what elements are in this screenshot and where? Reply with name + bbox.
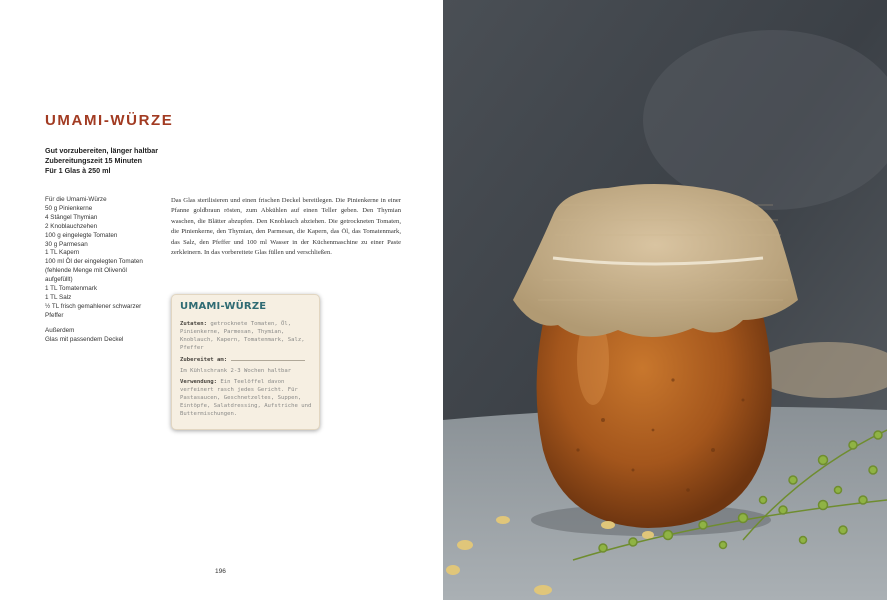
ingredient-item: 100 g eingelegte Tomaten [45,231,118,239]
ingredient-item: 30 g Parmesan [45,240,88,248]
recipe-instructions: Das Glas sterilisieren und einen frischen Deckel bereitlegen. Die Pinienkerne in einer Pfanne goldbraun rösten, zum Abkühlen auf einen Teller geben. Den Thymian waschen, die Blätter abzupfen. Den Knoblauch abziehen. Die getrockneten Tomaten, die Pinienkerne, den Thymian, den Parmesan, die Kapern, das Öl, das Tomatenmark, das Salz, den Pfeffer und 100 ml Wasser in der Küchenmaschine zu einer Paste zerkleinern. In das vorbereitete Glas füllen und verschließen. [171,197,401,257]
left-page [0,0,443,600]
ingredient-item: 1 TL Tomatenmark [45,285,98,293]
ingredient-item: ½ TL frisch gemahlener schwarzer Pfeffer [45,302,142,319]
recipe-meta [45,146,158,176]
meta-line: Für 1 Glas à 250 ml [45,166,111,175]
ingredient-item: 100 ml Öl der eingelegten Tomaten (fehlende Menge mit Olivenöl aufgefüllt) [45,258,143,284]
label-prepared [180,355,314,364]
label-usage-key: Verwendung: [180,379,218,385]
recipe-title: UMAMI-WÜRZE [45,112,174,129]
jar-photo-illustration [443,0,887,600]
meta-line: Gut vorzubereiten, länger haltbar [45,146,159,155]
label-title: UMAMI-WÜRZE [180,301,267,312]
ingredient-item: 2 Knoblauchzehen [45,222,98,230]
label-shelf-life: Im Kühlschrank 2-3 Wochen haltbar [180,368,292,374]
ingredient-item: 1 TL Salz [45,293,72,301]
ingredients-heading: Für die Umami-Würze [45,196,107,203]
label-ingredients-value: getrocknete Tomaten, Öl, Pinienkerne, Parmesan, Thymian, Knoblauch, Kapern, Tomatenmark, Salz, Pfeffer [180,321,305,351]
label-body [180,320,314,421]
label-ingredients [180,320,314,352]
ingredient-item: 4 Stängel Thymian [45,213,98,221]
jar-photo [443,0,887,600]
label-usage [180,378,314,418]
page-number: 196 [215,568,226,575]
meta-line: Zubereitungszeit 15 Minuten [45,156,143,165]
label-ingredients-key: Zutaten: [180,321,207,327]
extras-heading: Außerdem [45,326,75,334]
ingredient-item: 50 g Pinienkerne [45,204,93,212]
ingredient-item: 1 TL Kapern [45,249,80,257]
extras-item: Glas mit passendem Deckel [45,335,124,343]
label-date-line [231,355,305,361]
label-usage-value: Ein Teelöffel davon verfeinert rasch jedes Gericht. Für Pastasaucen, Geschnetzeltes, Suppen, Eintöpfe, Salatdressing, Aufstriche und Buttermischungen. [180,379,312,417]
label-prepared-key: Zubereitet am: [180,357,228,363]
ingredients-list [45,196,145,345]
jar-label-card [171,294,320,430]
